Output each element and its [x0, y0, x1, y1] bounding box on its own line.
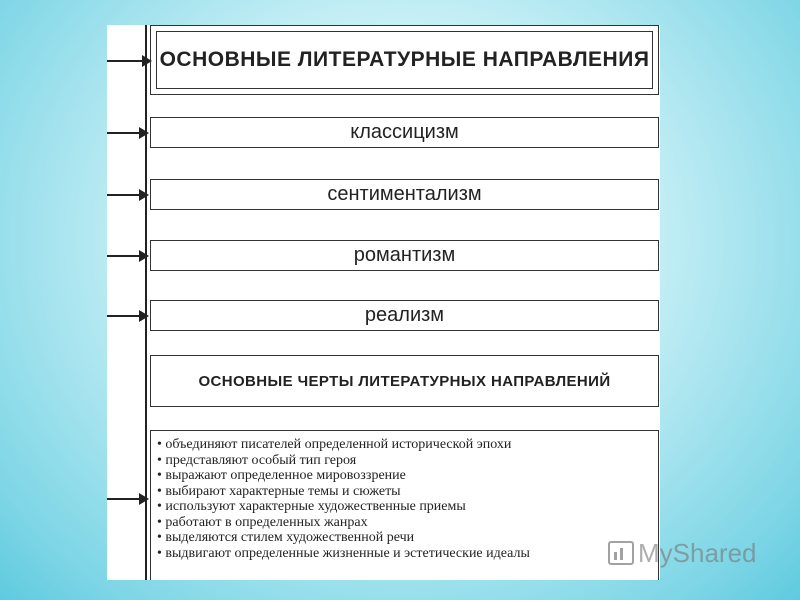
- title-connector: [107, 60, 150, 62]
- list-item: • объединяют писателей определенной исторической эпохи: [157, 437, 530, 453]
- slide: [107, 25, 660, 580]
- features-title: ОСНОВНЫЕ ЧЕРТЫ ЛИТЕРАТУРНЫХ НАПРАВЛЕНИЙ: [150, 355, 659, 407]
- arrow-icon: [107, 255, 147, 257]
- list-item: • выражают определенное мировоззрение: [157, 468, 530, 484]
- arrow-icon: [107, 498, 147, 500]
- watermark-text: MyShared: [638, 537, 757, 568]
- arrow-icon: [107, 194, 147, 196]
- list-item: • представляют особый тип героя: [157, 453, 530, 469]
- direction-realism: реализм: [150, 300, 659, 331]
- direction-romanticism: романтизм: [150, 240, 659, 271]
- list-item: • выдвигают определенные жизненные и эстетические идеалы: [157, 546, 530, 562]
- list-item: • выбирают характерные темы и сюжеты: [157, 484, 530, 500]
- list-item: • используют характерные художественные приемы: [157, 499, 530, 515]
- list-item: • работают в определенных жанрах: [157, 515, 530, 531]
- arrow-icon: [107, 315, 147, 317]
- diagram-title: ОСНОВНЫЕ ЛИТЕРАТУРНЫЕ НАПРАВЛЕНИЯ: [156, 31, 653, 89]
- direction-classicism: классицизм: [150, 117, 659, 148]
- arrow-icon: [107, 132, 147, 134]
- direction-sentimentalism: сентиментализм: [150, 179, 659, 210]
- features-box: [150, 430, 659, 580]
- presentation-icon: [608, 541, 634, 565]
- watermark-logo: [608, 538, 757, 568]
- list-item: • выделяются стилем художественной речи: [157, 530, 530, 546]
- features-list: [157, 437, 530, 561]
- title-box: [150, 25, 659, 95]
